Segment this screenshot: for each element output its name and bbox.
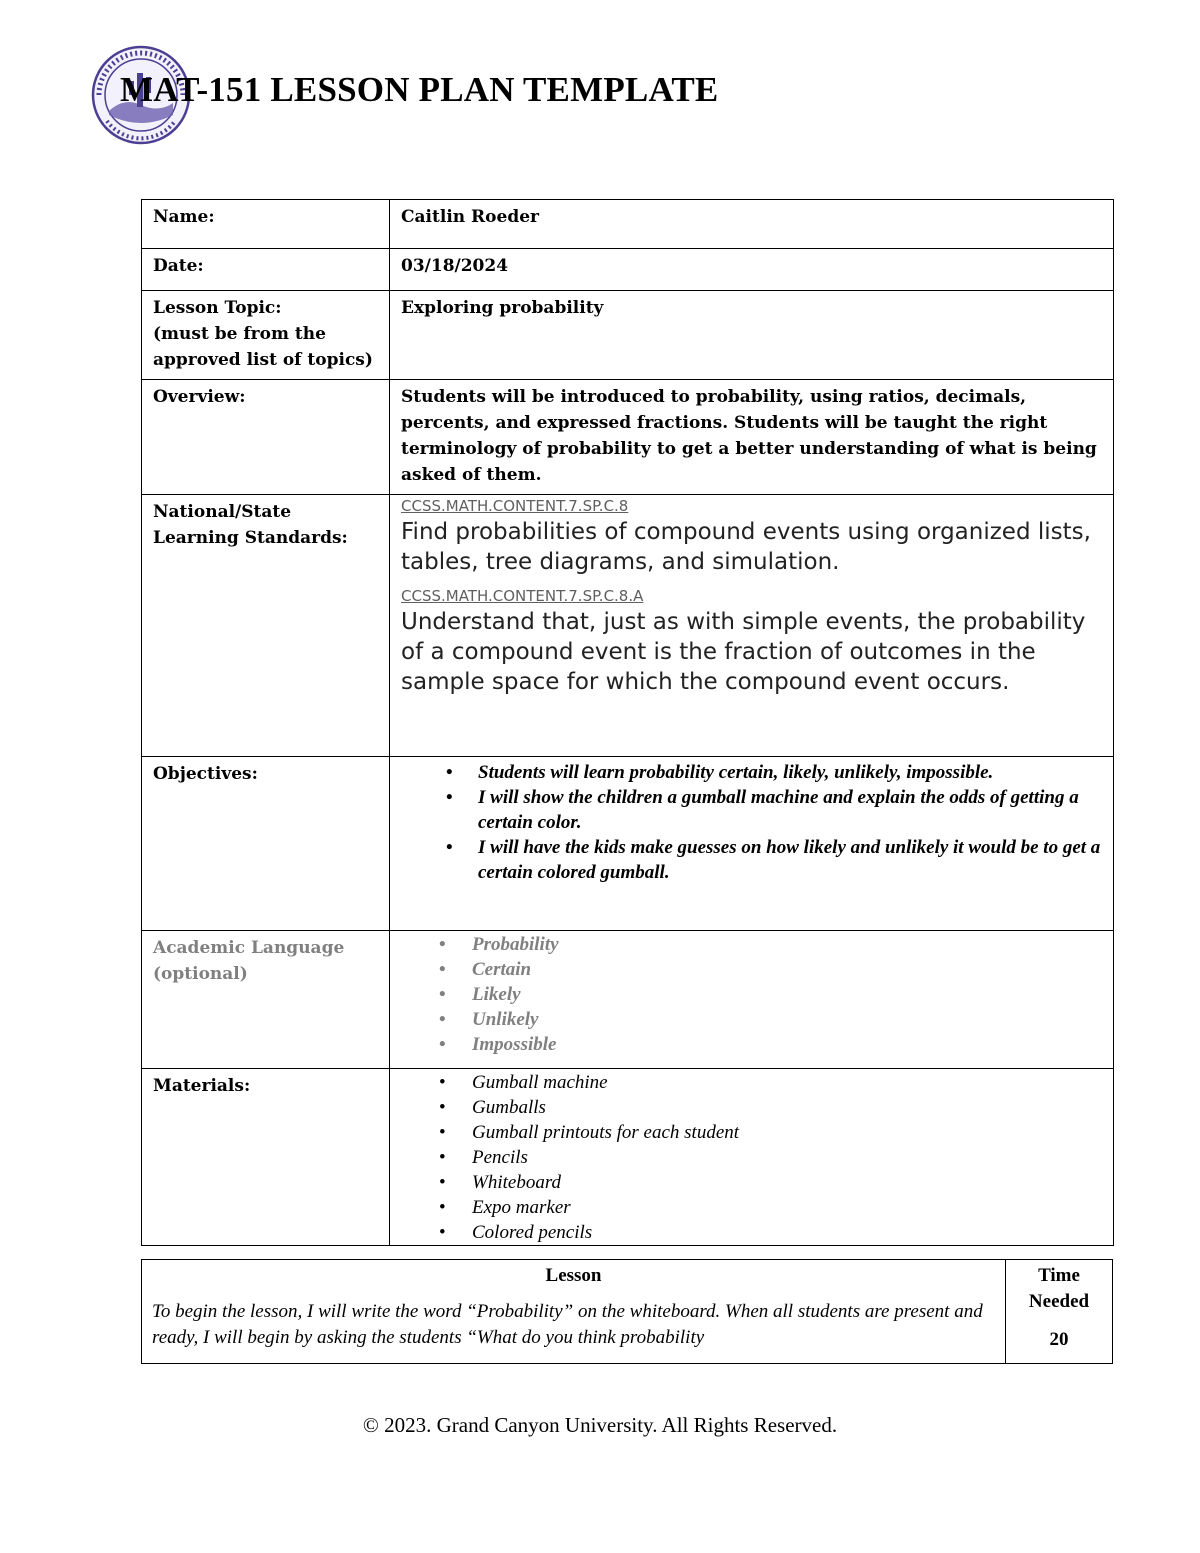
standards-cell (390, 495, 1114, 757)
bullet-icon: • (439, 934, 446, 955)
list-item: • Gumball printouts for each student (439, 1122, 740, 1143)
list-item: • Colored pencils (439, 1222, 593, 1243)
list-item: • Students will learn probability certain, likely, unlikely, impossible. (446, 762, 994, 783)
date-label: Date: (142, 249, 390, 291)
time-needed-heading: Time Needed (1028, 1265, 1090, 1312)
bullet-icon: • (439, 1222, 446, 1243)
list-item: • Impossible (439, 1034, 557, 1055)
lesson-body: To begin the lesson, I will write the word “Probability” on the whiteboard. When all students are present and ready, I will begin by asking the students “What do you think probability (152, 1301, 983, 1348)
list-item: • I will show the children a gumball machine and explain the odds of getting a certain color. (446, 787, 1079, 833)
list-item: • Gumball machine (439, 1072, 608, 1093)
bullet-icon: • (439, 959, 446, 980)
list-item: • Pencils (439, 1147, 528, 1168)
lesson-table (141, 1259, 1113, 1364)
standard-description: Find probabilities of compound events using organized lists, tables, tree diagrams, and simulation. (401, 519, 1091, 575)
name-value: Caitlin Roeder (390, 200, 1114, 249)
bullet-icon: • (439, 1072, 446, 1093)
academic-terms-list (401, 932, 1103, 1057)
materials-list (401, 1070, 1103, 1245)
materials-label: Materials: (142, 1069, 390, 1246)
objectives-cell (390, 757, 1114, 931)
list-item: • Certain (439, 959, 532, 980)
list-item: • Probability (439, 934, 559, 955)
name-label: Name: (142, 200, 390, 249)
document-title: MAT-151 LESSON PLAN TEMPLATE (120, 70, 719, 109)
lesson-plan-form-table (141, 199, 1114, 1246)
bullet-icon: • (439, 1097, 446, 1118)
bullet-icon: • (439, 984, 446, 1005)
materials-cell (390, 1069, 1114, 1246)
bullet-icon: • (439, 1197, 446, 1218)
topic-label-cell (142, 291, 390, 380)
standard-description: Understand that, just as with simple events, the probability of a compound event is the fraction of outcomes in the sample space for which the compound event occurs. (401, 609, 1086, 695)
topic-note: (must be from the approved list of topics) (153, 324, 373, 370)
bullet-icon: • (439, 1172, 446, 1193)
academic-language-note: (optional) (153, 964, 248, 984)
bullet-icon: • (439, 1122, 446, 1143)
bullet-icon: • (446, 762, 453, 783)
list-item: • Expo marker (439, 1197, 571, 1218)
bullet-icon: • (446, 837, 453, 858)
list-item: • Gumballs (439, 1097, 546, 1118)
overview-value: Students will be introduced to probability, using ratios, decimals, percents, and expressed fractions. Students will be taught the right terminology of probability to get a better understanding of what is being asked of them. (390, 380, 1114, 495)
lesson-cell (142, 1260, 1006, 1364)
list-item: • I will have the kids make guesses on how likely and unlikely it would be to get a certain colored gumball. (446, 837, 1101, 883)
list-item: • Unlikely (439, 1009, 539, 1030)
objectives-list (401, 760, 1103, 885)
bullet-icon: • (439, 1009, 446, 1030)
bullet-icon: • (439, 1147, 446, 1168)
topic-value: Exploring probability (390, 291, 1114, 380)
topic-label: Lesson Topic: (153, 298, 282, 318)
list-item: • Whiteboard (439, 1172, 562, 1193)
academic-language-label-cell (142, 931, 390, 1069)
standard-code-link[interactable]: CCSS.MATH.CONTENT.7.SP.C.8.A (401, 587, 644, 605)
date-value: 03/18/2024 (390, 249, 1114, 291)
standards-label: National/State Learning Standards: (142, 495, 390, 757)
lesson-heading: Lesson (545, 1265, 602, 1286)
bullet-icon: • (439, 1034, 446, 1055)
time-needed-cell (1006, 1260, 1113, 1364)
copyright-footer: © 2023. Grand Canyon University. All Rights Reserved. (362, 1413, 838, 1437)
objectives-label: Objectives: (142, 757, 390, 931)
academic-language-label: Academic Language (153, 938, 345, 958)
standard-code-link[interactable]: CCSS.MATH.CONTENT.7.SP.C.8 (401, 497, 629, 515)
overview-label: Overview: (142, 380, 390, 495)
list-item: • Likely (439, 984, 521, 1005)
time-needed-value: 20 (1049, 1329, 1069, 1350)
academic-language-cell (390, 931, 1114, 1069)
bullet-icon: • (446, 787, 453, 808)
